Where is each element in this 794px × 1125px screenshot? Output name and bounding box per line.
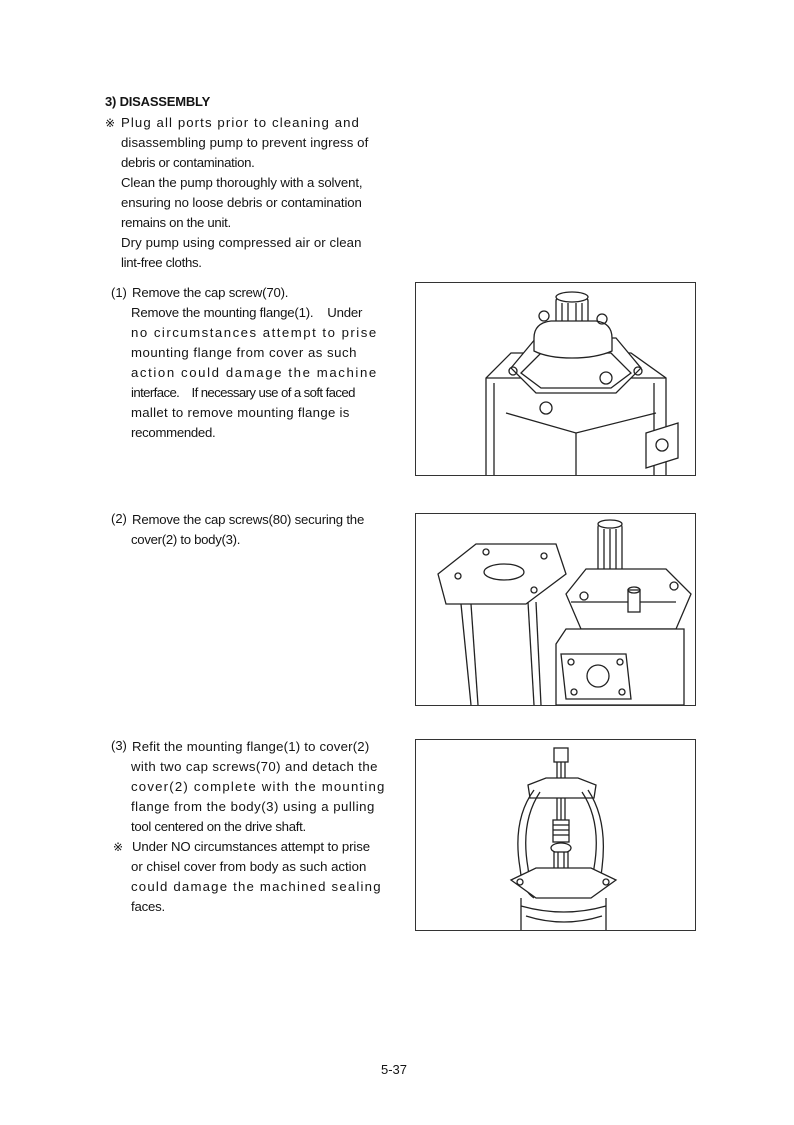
step-line: mounting flange from cover as such [131,345,357,360]
step-line: Refit the mounting flange(1) to cover(2) [132,739,370,754]
note-line: remains on the unit. [121,215,231,230]
pump-flange-illustration [416,283,695,475]
step-line: Remove the mounting flange(1). Under [131,305,363,320]
step-line: tool centered on the drive shaft. [131,819,306,834]
puller-illustration [416,740,695,930]
caution-line: or chisel cover from body as such action [131,859,367,874]
step-line: action could damage the machine [131,365,378,380]
note-line: debris or contamination. [121,155,255,170]
step-number: (3) [111,738,127,753]
step-line: Remove the cap screws(80) securing the [132,512,365,527]
pump-cover-illustration [416,514,695,705]
caution-line: faces. [131,899,165,914]
step-line: interface. If necessary use of a soft faced [131,385,355,400]
note-line: Dry pump using compressed air or clean [121,235,362,250]
note-line: Clean the pump thoroughly with a solvent, [121,175,363,190]
note-line: ensuring no loose debris or contamination [121,195,362,210]
step-line: Remove the cap screw(70). [132,285,289,300]
note-line: Plug all ports prior to cleaning and [121,115,360,130]
figure-remove-cover-screws [415,513,696,706]
step-line: flange from the body(3) using a pulling [131,799,375,814]
figure-remove-mounting-flange [415,282,696,476]
note-line: lint-free cloths. [121,255,202,270]
step-line: cover(2) complete with the mounting [131,779,386,794]
step-line: mallet to remove mounting flange is [131,405,350,420]
step-line: cover(2) to body(3). [131,532,241,547]
caution-line: could damage the machined sealing [131,879,382,894]
step-line: recommended. [131,425,216,440]
page-number: 5-37 [381,1062,408,1077]
step-line: no circumstances attempt to prise [131,325,378,340]
step-number: (1) [111,285,127,300]
figure-pulling-tool [415,739,696,931]
note-line: disassembling pump to prevent ingress of [121,135,369,150]
caution-line: Under NO circumstances attempt to prise [132,839,370,854]
step-number: (2) [111,511,127,526]
step-line: with two cap screws(70) and detach the [131,759,378,774]
caution-mark: ※ [113,840,124,854]
note-mark: ※ [105,116,116,130]
section-heading: 3) DISASSEMBLY [105,94,211,109]
